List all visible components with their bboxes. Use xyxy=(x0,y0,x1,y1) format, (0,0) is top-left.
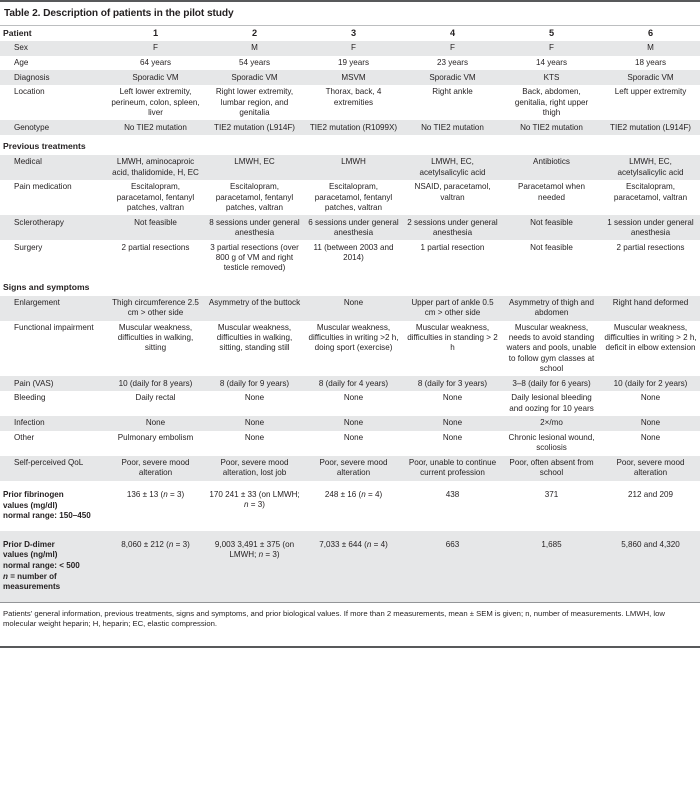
cell-patient-1: Escitalopram, paracetamol, fentanyl patches, valtran xyxy=(106,180,205,215)
cell-patient-3: None xyxy=(304,416,403,431)
cell-patient-6: Poor, severe mood alteration xyxy=(601,456,700,481)
bottom-rule xyxy=(0,646,700,648)
cell-patient-3: Poor, severe mood alteration xyxy=(304,456,403,481)
cell-patient-6: None xyxy=(601,431,700,456)
table-row xyxy=(0,120,700,135)
cell-patient-3: Thorax, back, 4 extremities xyxy=(304,85,403,120)
cell-patient-6: 2 partial resections xyxy=(601,240,700,275)
cell-patient-5: Chronic lesional wound, scoliosis xyxy=(502,431,601,456)
cell-patient-3: Muscular weakness, difficulties in writing >2 h, doing sport (exercise) xyxy=(304,321,403,377)
stat-cell-patient-3: 248 ± 16 (n = 4) xyxy=(304,481,403,531)
table-row xyxy=(0,215,700,240)
cell-patient-2: LMWH, EC xyxy=(205,155,304,180)
cell-patient-4: None xyxy=(403,391,502,416)
cell-patient-5: Poor, often absent from school xyxy=(502,456,601,481)
table-body xyxy=(0,41,700,602)
stat-cell-patient-6: 5,860 and 4,320 xyxy=(601,531,700,602)
stat-cell-patient-5: 1,685 xyxy=(502,531,601,602)
cell-patient-6: Escitalopram, paracetamol, valtran xyxy=(601,180,700,215)
cell-patient-3: 6 sessions under general anesthesia xyxy=(304,215,403,240)
cell-patient-2: TIE2 mutation (L914F) xyxy=(205,120,304,135)
cell-patient-5: KTS xyxy=(502,70,601,85)
cell-patient-5: 2×/mo xyxy=(502,416,601,431)
cell-patient-3: None xyxy=(304,391,403,416)
header-label: Patient xyxy=(3,28,32,39)
column-header-5: 5 xyxy=(548,28,555,39)
cell-patient-2: None xyxy=(205,431,304,456)
table-row xyxy=(0,321,700,377)
cell-patient-1: Thigh circumference 2.5 cm > other side xyxy=(106,296,205,321)
cell-patient-2: None xyxy=(205,416,304,431)
cell-patient-1: LMWH, aminocaproic acid, thalidomide, H, EC xyxy=(106,155,205,180)
section-header-label: Previous treatments xyxy=(0,135,700,155)
cell-patient-1: Left lower extremity, perineum, colon, spleen, liver xyxy=(106,85,205,120)
cell-patient-3: MSVM xyxy=(304,70,403,85)
stat-cell-patient-1: 8,060 ± 212 (n = 3) xyxy=(106,531,205,602)
cell-patient-6: 18 years xyxy=(601,56,700,71)
cell-patient-6: Sporadic VM xyxy=(601,70,700,85)
cell-patient-1: Sporadic VM xyxy=(106,70,205,85)
cell-patient-4: 2 sessions under general anesthesia xyxy=(403,215,502,240)
row-label: Sclerotherapy xyxy=(0,215,106,240)
table-row xyxy=(0,296,700,321)
cell-patient-4: No TIE2 mutation xyxy=(403,120,502,135)
table-title-bar xyxy=(0,0,700,26)
cell-patient-4: None xyxy=(403,431,502,456)
table-row xyxy=(0,456,700,481)
cell-patient-1: Daily rectal xyxy=(106,391,205,416)
cell-patient-1: 10 (daily for 8 years) xyxy=(106,376,205,391)
cell-patient-4: 1 partial resection xyxy=(403,240,502,275)
column-header-3: 3 xyxy=(350,28,357,39)
cell-patient-4: LMWH, EC, acetylsalicylic acid xyxy=(403,155,502,180)
cell-patient-3: TIE2 mutation (R1099X) xyxy=(304,120,403,135)
cell-patient-3: 11 (between 2003 and 2014) xyxy=(304,240,403,275)
stat-row-label: Prior D-dimer values (ng/ml) normal range: < 500 n = number of measurements xyxy=(0,531,106,602)
table-row xyxy=(0,155,700,180)
cell-patient-5: Muscular weakness, needs to avoid standing waters and pools, unable to follow gym classes at school xyxy=(502,321,601,377)
cell-patient-6: None xyxy=(601,416,700,431)
stat-row xyxy=(0,531,700,602)
table-row xyxy=(0,431,700,456)
cell-patient-4: 8 (daily for 3 years) xyxy=(403,376,502,391)
cell-patient-2: None xyxy=(205,391,304,416)
cell-patient-2: Muscular weakness, difficulties in walking, sitting, standing still xyxy=(205,321,304,377)
cell-patient-6: LMWH, EC, acetylsalicylic acid xyxy=(601,155,700,180)
cell-patient-6: Muscular weakness, difficulties in writing > 2 h, deficit in elbow extension xyxy=(601,321,700,377)
stat-cell-patient-6: 212 and 209 xyxy=(601,481,700,531)
row-label: Location xyxy=(0,85,106,120)
cell-patient-3: 8 (daily for 4 years) xyxy=(304,376,403,391)
cell-patient-2: Right lower extremity, lumbar region, and genitalia xyxy=(205,85,304,120)
cell-patient-5: Back, abdomen, genitalia, right upper thigh xyxy=(502,85,601,120)
stat-cell-patient-5: 371 xyxy=(502,481,601,531)
row-label: Pain medication xyxy=(0,180,106,215)
cell-patient-5: Paracetamol when needed xyxy=(502,180,601,215)
column-header-2: 2 xyxy=(251,28,258,39)
row-label: Infection xyxy=(0,416,106,431)
cell-patient-1: Not feasible xyxy=(106,215,205,240)
cell-patient-2: 8 sessions under general anesthesia xyxy=(205,215,304,240)
cell-patient-1: F xyxy=(106,41,205,56)
table-row xyxy=(0,70,700,85)
row-label: Sex xyxy=(0,41,106,56)
patients-table xyxy=(0,26,700,602)
cell-patient-5: F xyxy=(502,41,601,56)
column-header-6: 6 xyxy=(647,28,654,39)
cell-patient-2: Asymmetry of the buttock xyxy=(205,296,304,321)
cell-patient-4: None xyxy=(403,416,502,431)
cell-patient-2: 54 years xyxy=(205,56,304,71)
cell-patient-4: F xyxy=(403,41,502,56)
stat-row-label: Prior fibrinogen values (mg/dl) normal range: 150–450 xyxy=(0,481,106,531)
table-title: Table 2. Description of patients in the pilot study xyxy=(4,8,234,19)
row-label: Bleeding xyxy=(0,391,106,416)
stat-cell-patient-2: 9,003 3,491 ± 375 (on LMWH; n = 3) xyxy=(205,531,304,602)
column-header-4: 4 xyxy=(449,28,456,39)
cell-patient-3: None xyxy=(304,431,403,456)
cell-patient-6: 1 session under general anesthesia xyxy=(601,215,700,240)
cell-patient-3: None xyxy=(304,296,403,321)
row-label: Self-perceived QoL xyxy=(0,456,106,481)
cell-patient-2: Escitalopram, paracetamol, fentanyl patches, valtran xyxy=(205,180,304,215)
table-row xyxy=(0,180,700,215)
table-row xyxy=(0,391,700,416)
cell-patient-6: None xyxy=(601,391,700,416)
cell-patient-2: 3 partial resections (over 800 g of VM and right testicle removed) xyxy=(205,240,304,275)
table-row xyxy=(0,85,700,120)
column-header-1: 1 xyxy=(152,28,159,39)
cell-patient-5: 14 years xyxy=(502,56,601,71)
row-label: Functional impairment xyxy=(0,321,106,377)
cell-patient-1: Muscular weakness, difficulties in walking, sitting xyxy=(106,321,205,377)
cell-patient-5: Daily lesional bleeding and oozing for 10 years xyxy=(502,391,601,416)
cell-patient-5: 3–8 (daily for 6 years) xyxy=(502,376,601,391)
cell-patient-1: Poor, severe mood alteration xyxy=(106,456,205,481)
row-label: Other xyxy=(0,431,106,456)
cell-patient-1: Pulmonary embolism xyxy=(106,431,205,456)
cell-patient-2: Poor, severe mood alteration, lost job xyxy=(205,456,304,481)
table-head xyxy=(0,26,700,41)
stat-cell-patient-1: 136 ± 13 (n = 3) xyxy=(106,481,205,531)
header-row xyxy=(0,26,700,41)
stat-cell-patient-4: 438 xyxy=(403,481,502,531)
cell-patient-6: Right hand deformed xyxy=(601,296,700,321)
cell-patient-6: TIE2 mutation (L914F) xyxy=(601,120,700,135)
table-row xyxy=(0,240,700,275)
section-header-row xyxy=(0,135,700,155)
cell-patient-6: Left upper extremity xyxy=(601,85,700,120)
row-label: Age xyxy=(0,56,106,71)
stat-cell-patient-3: 7,033 ± 644 (n = 4) xyxy=(304,531,403,602)
table-footnote: Patients’ general information, previous treatments, signs and symptoms, and prior biological values. If more than 2 measurements, mean ± SEM is given; n, number of measurements. LMWH, low molecular weight heparin; H, heparin; EC, elastic compression. xyxy=(0,602,700,638)
cell-patient-5: Asymmetry of thigh and abdomen xyxy=(502,296,601,321)
cell-patient-6: 10 (daily for 2 years) xyxy=(601,376,700,391)
cell-patient-2: 8 (daily for 9 years) xyxy=(205,376,304,391)
cell-patient-3: F xyxy=(304,41,403,56)
table-row xyxy=(0,56,700,71)
table-row xyxy=(0,41,700,56)
cell-patient-4: Muscular weakness, difficulties in standing > 2 h xyxy=(403,321,502,377)
cell-patient-1: No TIE2 mutation xyxy=(106,120,205,135)
table-row xyxy=(0,376,700,391)
row-label: Genotype xyxy=(0,120,106,135)
cell-patient-4: Poor, unable to continue current profession xyxy=(403,456,502,481)
cell-patient-3: Escitalopram, paracetamol, fentanyl patches, valtran xyxy=(304,180,403,215)
cell-patient-4: Right ankle xyxy=(403,85,502,120)
table-row xyxy=(0,416,700,431)
cell-patient-5: Not feasible xyxy=(502,240,601,275)
cell-patient-4: Sporadic VM xyxy=(403,70,502,85)
row-label: Pain (VAS) xyxy=(0,376,106,391)
cell-patient-3: LMWH xyxy=(304,155,403,180)
cell-patient-2: Sporadic VM xyxy=(205,70,304,85)
section-header-row xyxy=(0,276,700,296)
stat-cell-patient-4: 663 xyxy=(403,531,502,602)
cell-patient-1: 64 years xyxy=(106,56,205,71)
cell-patient-6: M xyxy=(601,41,700,56)
cell-patient-3: 19 years xyxy=(304,56,403,71)
cell-patient-4: Upper part of ankle 0.5 cm > other side xyxy=(403,296,502,321)
cell-patient-5: Not feasible xyxy=(502,215,601,240)
cell-patient-1: None xyxy=(106,416,205,431)
row-label: Diagnosis xyxy=(0,70,106,85)
cell-patient-2: M xyxy=(205,41,304,56)
cell-patient-4: 23 years xyxy=(403,56,502,71)
cell-patient-5: No TIE2 mutation xyxy=(502,120,601,135)
cell-patient-4: NSAID, paracetamol, valtran xyxy=(403,180,502,215)
row-label: Enlargement xyxy=(0,296,106,321)
row-label: Medical xyxy=(0,155,106,180)
cell-patient-5: Antibiotics xyxy=(502,155,601,180)
row-label: Surgery xyxy=(0,240,106,275)
cell-patient-1: 2 partial resections xyxy=(106,240,205,275)
stat-cell-patient-2: 170 241 ± 33 (on LMWH; n = 3) xyxy=(205,481,304,531)
stat-row xyxy=(0,481,700,531)
section-header-label: Signs and symptoms xyxy=(0,276,700,296)
